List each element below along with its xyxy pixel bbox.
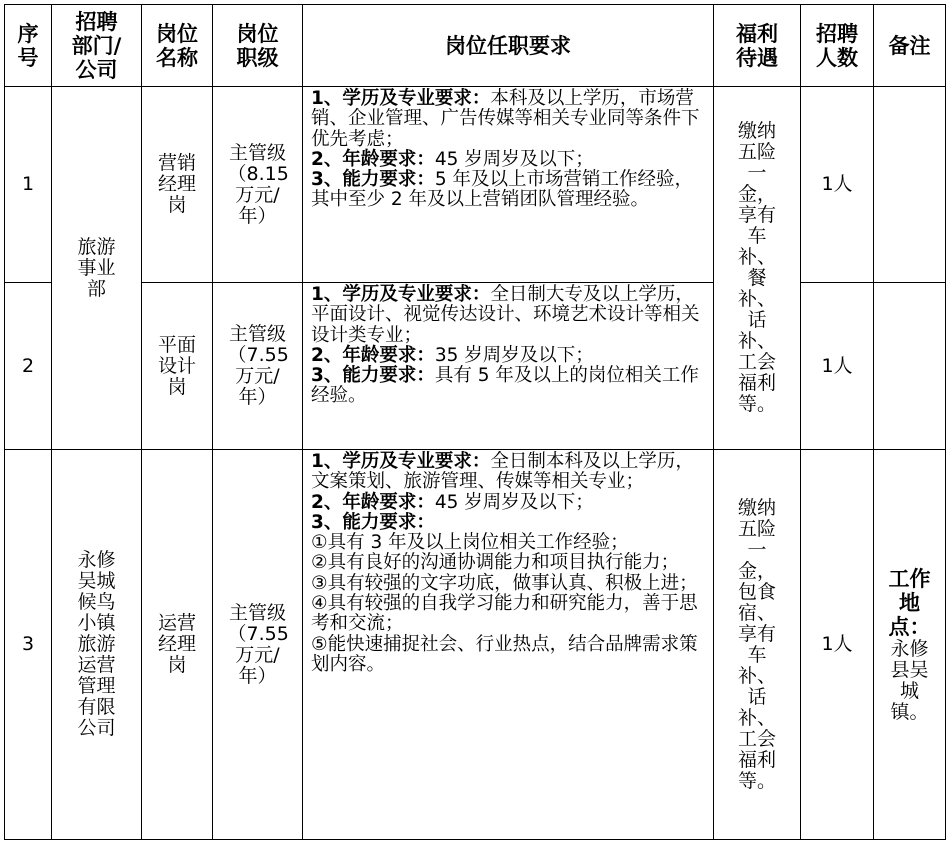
recruitment-table [4, 4, 946, 840]
req-line: 3、能力要求： [311, 511, 435, 533]
req-line: 1、学历及专业要求：本科及以上学历，市场营销、企业管理、广告传媒等相关专业同等条件下优先考虑； [311, 88, 700, 150]
req-item: ②具有良好的沟通协调能力和项目执行能力； [311, 552, 680, 574]
count-cell: 1人 [801, 283, 874, 450]
req-item: ③具有较强的文字功底，做事认真、积极上进； [311, 572, 698, 594]
req-line: 1、学历及专业要求：全日制大专及以上学历，平面设计、视觉传达设计、环境艺术设计等相关设计类专业； [311, 284, 700, 346]
header-seq: 序号 [5, 5, 52, 87]
req-line: 3、能力要求：5 年及以上市场营销工作经验，其中至少 2 年及以上营销团队管理经验。 [311, 169, 694, 211]
note-text: 永修县吴城镇。 [890, 637, 929, 723]
dept-cell: 旅游事业部 [52, 87, 142, 450]
header-benefits: 福利待遇 [714, 5, 801, 87]
position-cell: 营销经理岗 [142, 87, 213, 283]
header-row [5, 5, 946, 87]
dept-cell: 永修吴城候鸟小镇旅游运营管理有限公司 [52, 450, 142, 840]
req-line: 1、学历及专业要求：全日制本科及以上学历，文案策划、旅游管理、传媒等相关专业； [311, 451, 694, 493]
notes-cell [874, 450, 946, 840]
req-line: 2、年龄要求：45 岁周岁及以下； [311, 491, 594, 513]
level-cell: 主管级（8.15万元/年） [213, 87, 303, 283]
req-line: 2、年龄要求：35 岁周岁及以下； [311, 344, 594, 366]
header-position: 岗位名称 [142, 5, 213, 87]
seq-cell: 1 [5, 87, 52, 283]
table-row [5, 87, 946, 283]
header-count: 招聘人数 [801, 5, 874, 87]
requirements-cell [303, 283, 714, 450]
requirements-cell [303, 450, 714, 840]
req-item: ⑤能快速捕捉社会、行业热点，结合品牌需求策划内容。 [311, 633, 698, 675]
level-cell: 主管级（7.55万元/年） [213, 450, 303, 840]
seq-cell: 3 [5, 450, 52, 840]
benefits-cell: 缴纳五险一金，包食宿、享有车补、话补、工会福利等。 [714, 450, 801, 840]
count-cell: 1人 [801, 87, 874, 283]
requirements-cell [303, 87, 714, 283]
benefits-cell: 缴纳五险一金，享有车补、餐补、话补、工会福利等。 [714, 87, 801, 450]
count-cell: 1人 [801, 450, 874, 840]
header-level: 岗位职级 [213, 5, 303, 87]
req-line: 2、年龄要求：45 岁周岁及以下； [311, 148, 594, 170]
req-item: ①具有 3 年及以上岗位相关工作经验； [311, 532, 629, 554]
req-item: ④具有较强的自我学习能力和研究能力，善于思考和交流； [311, 593, 698, 635]
note-label: 工作地点： [888, 566, 931, 639]
header-requirements: 岗位任职要求 [303, 5, 714, 87]
notes-cell [874, 283, 946, 450]
position-cell: 运营经理岗 [142, 450, 213, 840]
level-cell: 主管级（7.55万元/年） [213, 283, 303, 450]
notes-cell [874, 87, 946, 283]
position-cell: 平面设计岗 [142, 283, 213, 450]
req-line: 3、能力要求：具有 5 年及以上的岗位相关工作经验。 [311, 365, 699, 407]
table-row [5, 450, 946, 840]
header-dept: 招聘部门/公司 [52, 5, 142, 87]
table-row [5, 283, 946, 450]
header-notes: 备注 [874, 5, 946, 87]
seq-cell: 2 [5, 283, 52, 450]
